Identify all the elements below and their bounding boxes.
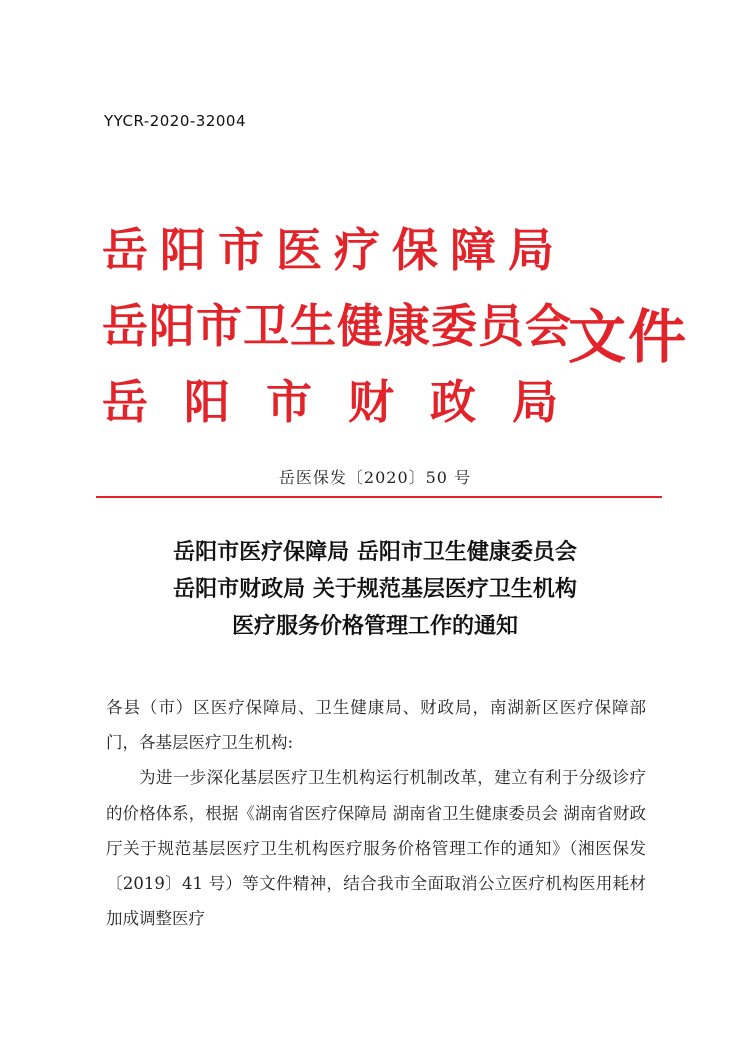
red-divider-line [96,496,662,498]
salutation: 各县（市）区医疗保障局、卫生健康局、财政局，南湖新区医疗保障部门，各基层医疗卫生机构: [106,698,646,753]
document-body [106,690,646,936]
issuer-block [102,212,594,440]
title-line-3: 医疗服务价格管理工作的通知 [231,613,518,639]
body-paragraph-1: 为进一步深化基层医疗卫生机构运行机制改革，建立有利于分级诊疗的价格体系，根据《湖南省医疗保障局 湖南省卫生健康委员会 湖南省财政厅关于规范基层医疗卫生机构医疗服务价格管理工作的通知》（湘医保发〔2019〕41 号）等文件精神，结合我市全面取消公立医疗机构医用耗材加成调整医疗 [106,768,646,929]
issuer-finance-bureau: 岳阳市财政局 [102,375,594,429]
document-suffix: 文件 [568,303,689,371]
document-number: 岳医保发〔2020〕50 号 [278,468,472,487]
issuer-health-commission: 岳阳市卫生健康委员会 [102,299,572,353]
title-line-1: 岳阳市医疗保障局 岳阳市卫生健康委员会 [173,539,577,565]
document-code: YYCR-2020-32004 [104,112,247,130]
issuer-medical-security-bureau: 岳阳市医疗保障局 [102,223,566,277]
title-line-2: 岳阳市财政局 关于规范基层医疗卫生机构 [173,576,577,602]
document-title [0,534,750,645]
